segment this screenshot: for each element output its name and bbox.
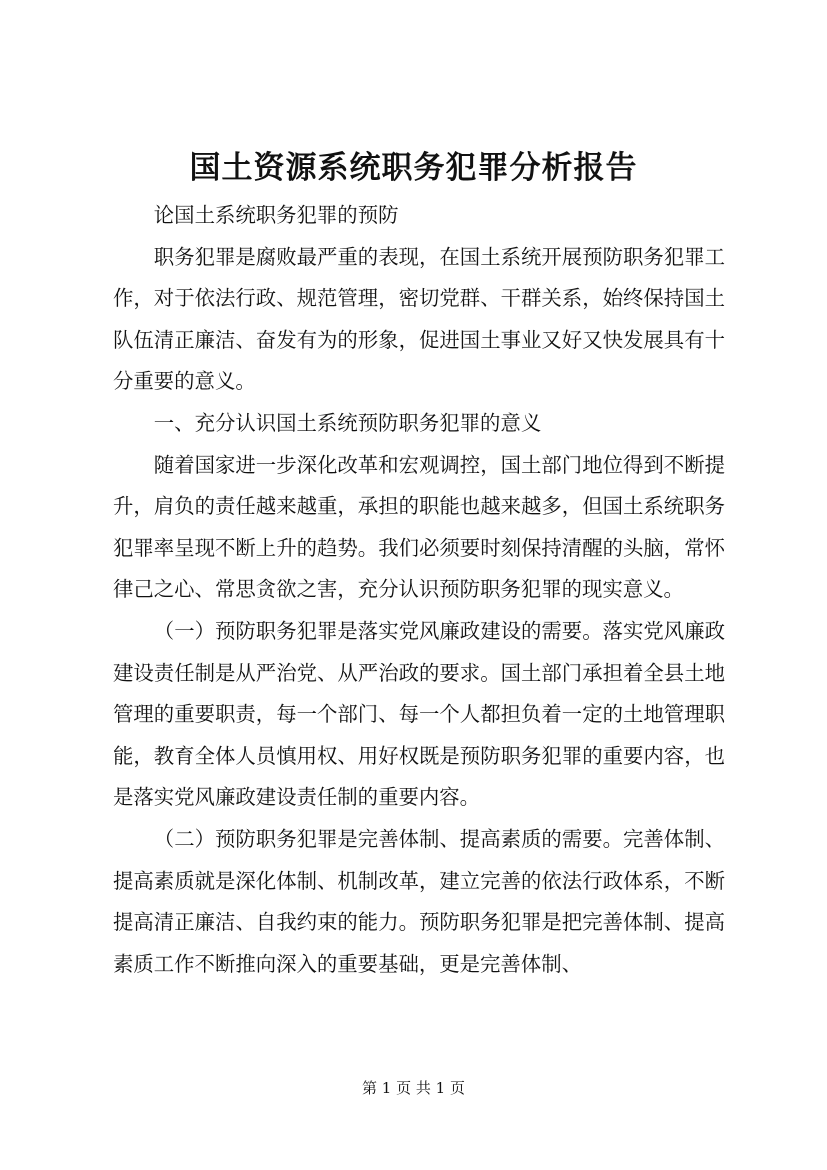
document-title: 国土资源系统职务犯罪分析报告	[189, 150, 638, 186]
body-paragraph-point-1: （一）预防职务犯罪是落实党风廉政建设的需要。落实党风廉政建设责任制是从严治党、从严治政的要求。国土部门承担着全县土地管理的重要职责，每一个部门、每一个人都担负着一定的土地管理职能，教育全体人员慎用权、用好权既是预防职务犯罪的重要内容，也是落实党风廉政建设责任制的重要内容。	[113, 618, 725, 810]
body-paragraph-point-2: （二）预防职务犯罪是完善体制、提高素质的需要。完善体制、提高素质就是深化体制、机制改革，建立完善的依法行政体系，不断提高清正廉洁、自我约束的能力。预防职务犯罪是把完善体制、提高素质工作不断推向深入的重要基础，更是完善体制、	[113, 826, 725, 976]
section-heading-1: 一、充分认识国土系统预防职务犯罪的意义	[153, 410, 542, 435]
body-paragraph-significance: 随着国家进一步深化改革和宏观调控，国土部门地位得到不断提升，肩负的责任越来越重，承担的职能也越来越多，但国土系统职务犯罪率呈现不断上升的趋势。我们必须要时刻保持清醒的头脑，常怀律己之心、常思贪欲之害，充分认识预防职务犯罪的现实意义。	[113, 452, 725, 602]
document-body	[113, 195, 725, 985]
body-paragraph-intro: 职务犯罪是腐败最严重的表现，在国土系统开展预防职务犯罪工作，对于依法行政、规范管理，密切党群、干群关系，始终保持国土队伍清正廉洁、奋发有为的形象，促进国土事业又好又快发展具有十分重要的意义。	[113, 244, 725, 394]
subtitle-paragraph: 论国土系统职务犯罪的预防	[153, 203, 399, 227]
page-number-footer: 第 1 页 共 1 页	[362, 1079, 465, 1097]
